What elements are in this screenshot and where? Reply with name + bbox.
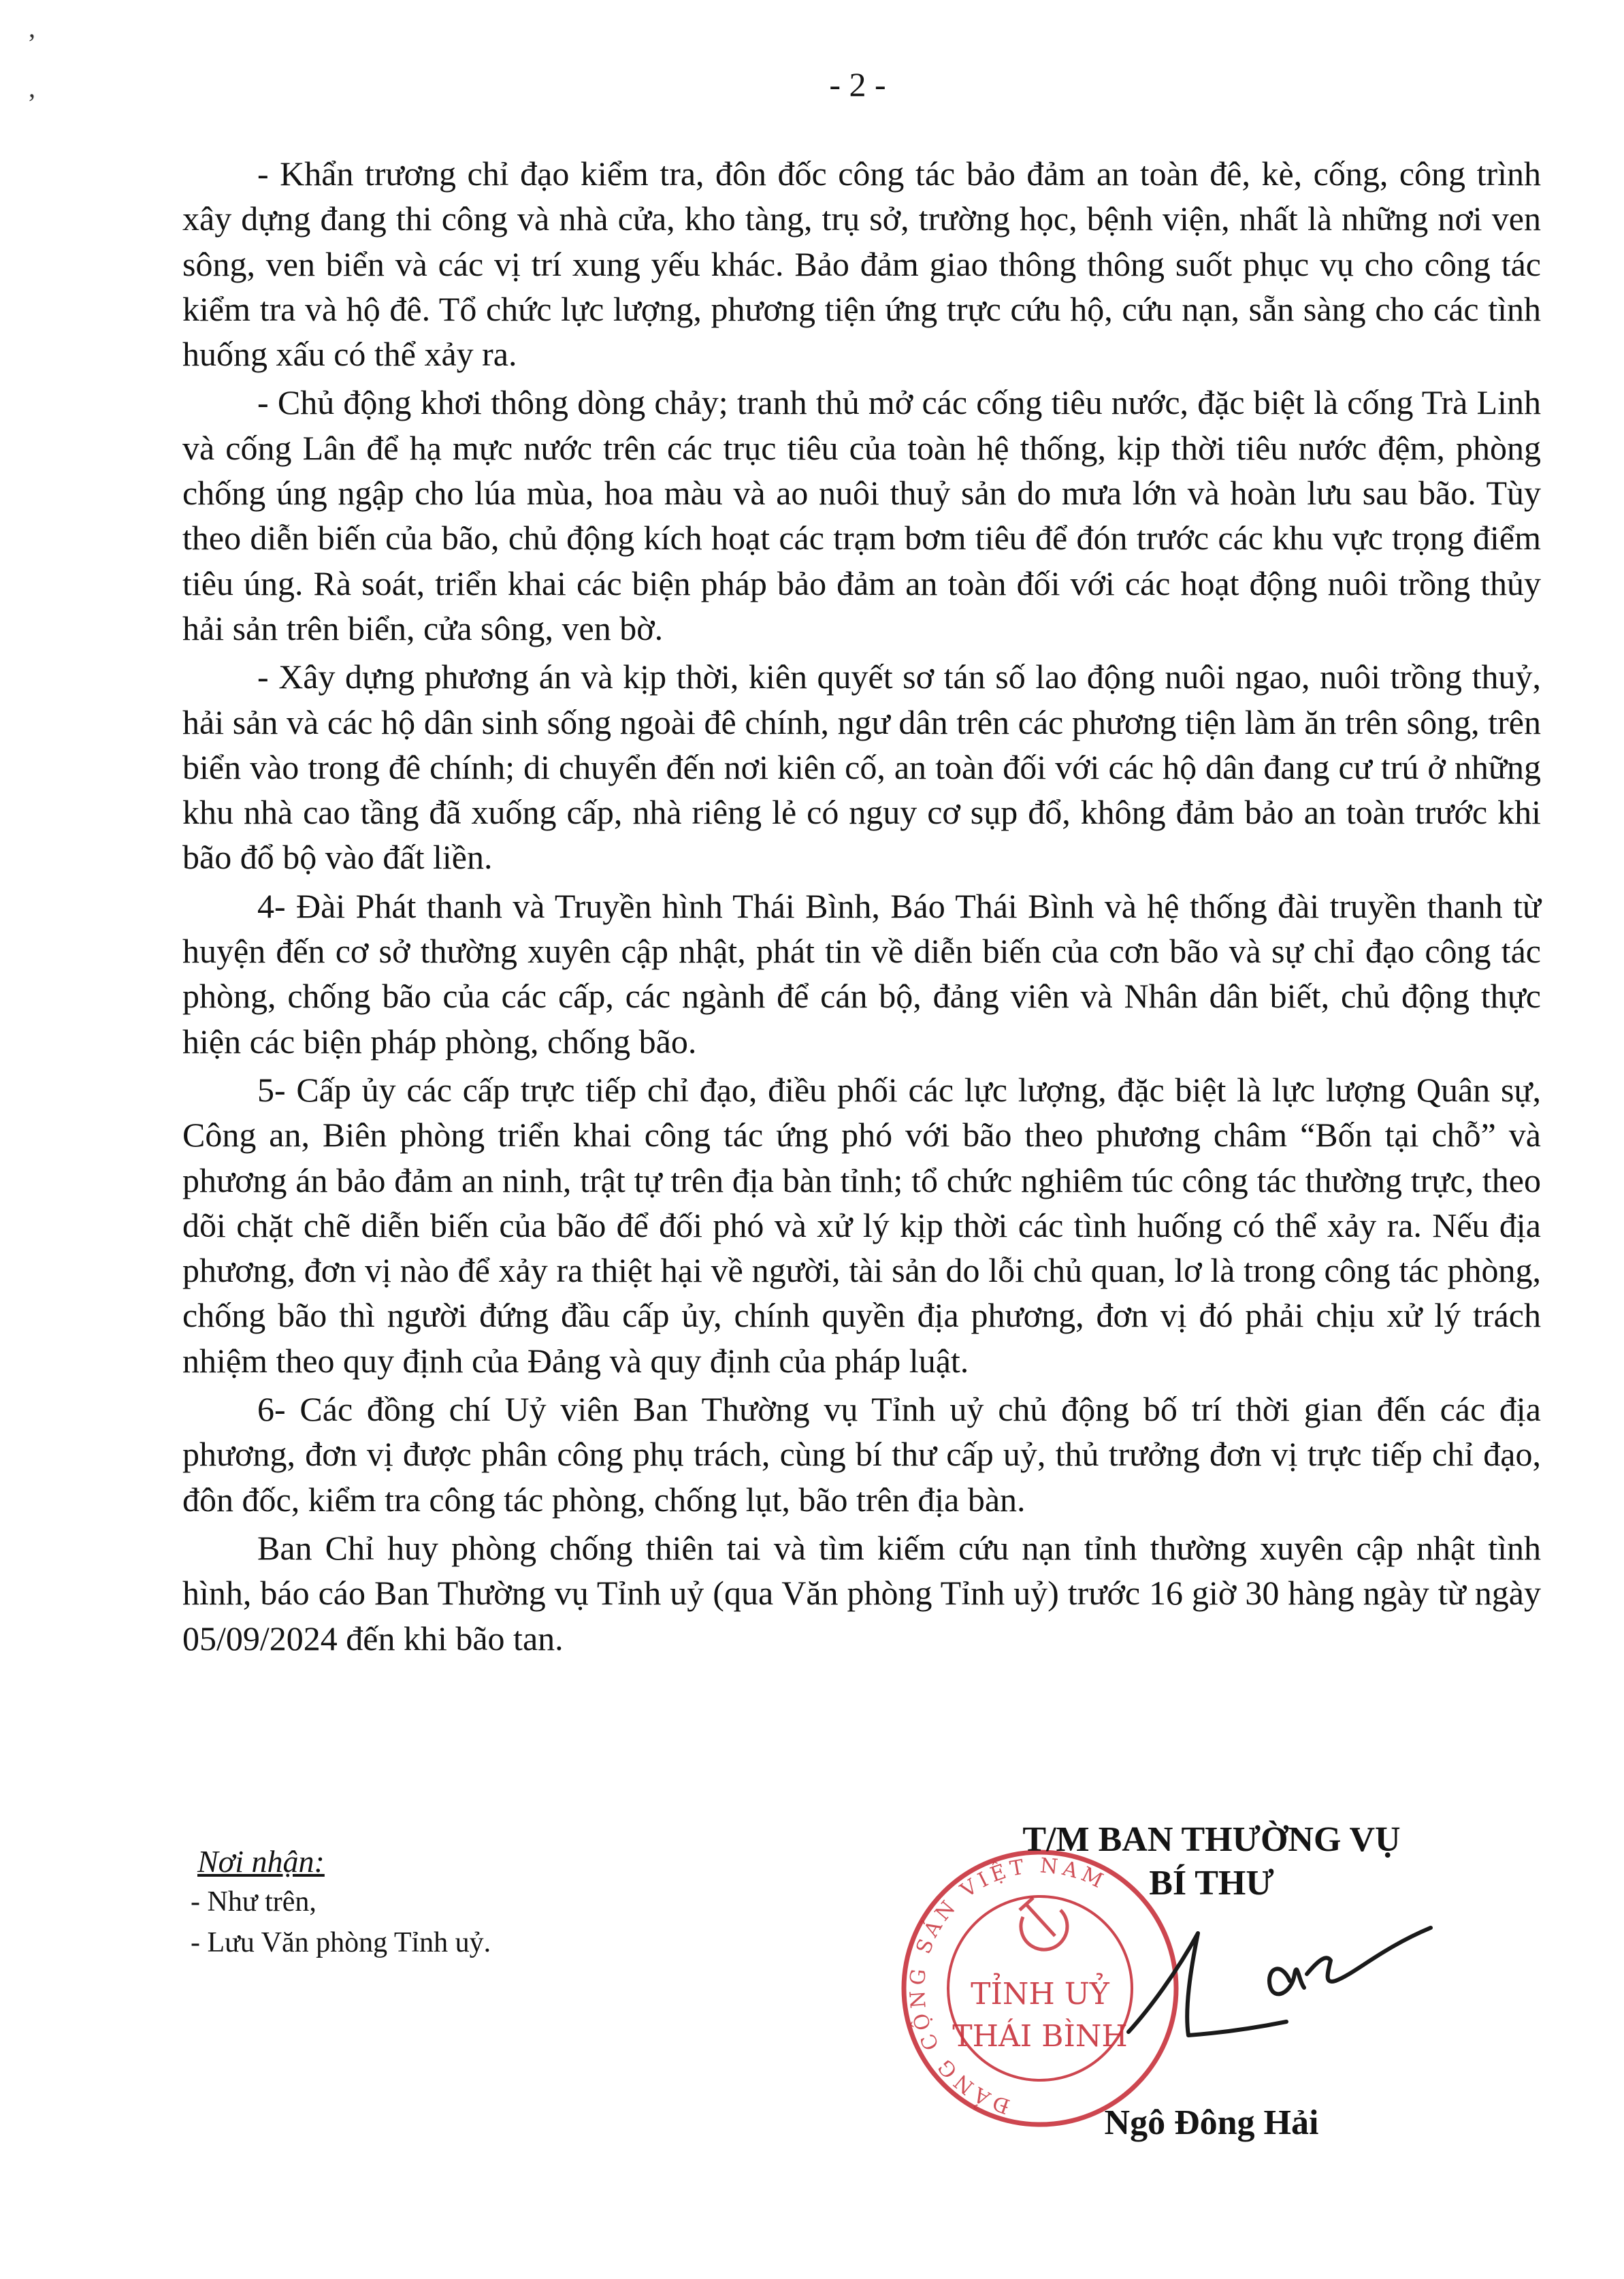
handwritten-signature [1123, 1906, 1436, 2049]
body-paragraph: 6- Các đồng chí Uỷ viên Ban Thường vụ Tỉnh uỷ chủ động bố trí thời gian đến các địa phương, đơn vị được phân công phụ trách, cùng bí thư cấp uỷ, thủ trưởng đơn vị trực tiếp chỉ đạo, đôn đốc, kiểm tra công tác phòng, chống lụt, bão trên địa bàn. [182, 1390, 1541, 1519]
scan-speck: ’ [27, 28, 37, 59]
page-number: - 2 - [829, 65, 886, 103]
signer-title: BÍ THƯ [1149, 1864, 1274, 1903]
body-paragraph: - Chủ động khơi thông dòng chảy; tranh thủ mở các cống tiêu nước, đặc biệt là cống Trà Linh và cống Lân để hạ mực nước trên các trục tiêu của toàn hệ thống, kịp thời tiêu nước đệm, phòng chống úng ngập cho lúa mùa, hoa màu và ao nuôi thuỷ sản do mưa lớn và hoàn lưu sau bão. Tùy theo diễn biến của bão, chủ động kích hoạt các trạm bơm tiêu để đón trước các khu vực trọng điểm tiêu úng. Rà soát, triển khai các biện pháp bảo đảm an toàn đối với các hoạt động nuôi trồng thủy hải sản trên biển, cửa sông, ven bờ. [182, 383, 1541, 647]
seal-line-2: THÁI BÌNH [952, 2019, 1128, 2054]
signer-organization: T/M BAN THƯỜNG VỤ [1022, 1820, 1401, 1859]
recipients-block [191, 1842, 803, 1963]
body-paragraph: - Xây dựng phương án và kịp thời, kiên quyết sơ tán số lao động nuôi ngao, nuôi trồng thuỷ, hải sản và các hộ dân sinh sống ngoài đê chính, ngư dân trên các phương tiện làm ăn trên sông, trên biển vào trong đê chính; di chuyển đến nơi kiên cố, an toàn đối với các hộ dân đang cư trú ở những khu nhà cao tầng đã xuống cấp, nhà riêng lẻ có nguy cơ sụp đổ, không đảm bảo an toàn trước khi bão đổ bộ vào đất liền. [182, 658, 1541, 877]
body-paragraph: 4- Đài Phát thanh và Truyền hình Thái Bình, Báo Thái Bình và hệ thống đài truyền thanh từ huyện đến cơ sở thường xuyên cập nhật, phát tin về diễn biến của cơn bão và sự chỉ đạo công tác phòng, chống bão của các cấp, các ngành để cán bộ, đảng viên và Nhân dân biết, chủ động thực hiện các biện pháp phòng, chống bão. [182, 886, 1541, 1061]
body-paragraph: - Khẩn trương chỉ đạo kiểm tra, đôn đốc công tác bảo đảm an toàn đê, kè, cống, công trình xây dựng đang thi công và nhà cửa, kho tàng, trụ sở, trường học, bệnh viện, nhất là những nơi ven sông, ven biển và các vị trí xung yếu khác. Bảo đảm giao thông thông suốt phục vụ cho công tác kiểm tra và hộ đê. Tổ chức lực lượng, phương tiện ứng trực cứu hộ, cứu nạn, sẵn sàng cho các tình huống xấu có thể xảy ra. [182, 155, 1541, 374]
recipient-item: - Lưu Văn phòng Tỉnh uỷ. [191, 1927, 491, 1958]
recipient-item: - Như trên, [191, 1886, 316, 1918]
seal-line-1: TỈNH UỶ [971, 1977, 1109, 2011]
signer-name: Ngô Đông Hải [1104, 2103, 1319, 2142]
document-body [182, 151, 1541, 1661]
body-paragraph: 5- Cấp ủy các cấp trực tiếp chỉ đạo, điều phối các lực lượng, đặc biệt là lực lượng Quân sự, Công an, Biên phòng triển khai công tác ứng phó với bão theo phương châm “Bốn tại chỗ” và phương án bảo đảm an ninh, trật tự trên địa bàn tỉnh; tổ chức nghiêm túc công tác thường trực, theo dõi chặt chẽ diễn biến của bão để đối phó và xử lý kịp thời các tình huống có thể xảy ra. Nếu địa phương, đơn vị nào để xảy ra thiệt hại về người, tài sản do lỗi chủ quan, lơ là trong công tác phòng, chống bão thì người đứng đầu cấp ủy, chính quyền địa phương, đơn vị đó phải chịu xử lý trách nhiệm theo quy định của Đảng và quy định của pháp luật. [182, 1070, 1541, 1380]
body-paragraph: Ban Chỉ huy phòng chống thiên tai và tìm kiếm cứu nạn tỉnh thường xuyên cập nhật tình hình, báo cáo Ban Thường vụ Tỉnh uỷ (qua Văn phòng Tỉnh uỷ) trước 16 giờ 30 hàng ngày từ ngày 05/09/2024 đến khi bão tan. [182, 1528, 1541, 1658]
recipients-title: Nơi nhận: [197, 1844, 325, 1879]
seal-ring-text: ĐẢNG CỘNG SẢN VIỆT NAM [905, 1854, 1111, 2118]
scan-speck: ’ [27, 88, 37, 118]
